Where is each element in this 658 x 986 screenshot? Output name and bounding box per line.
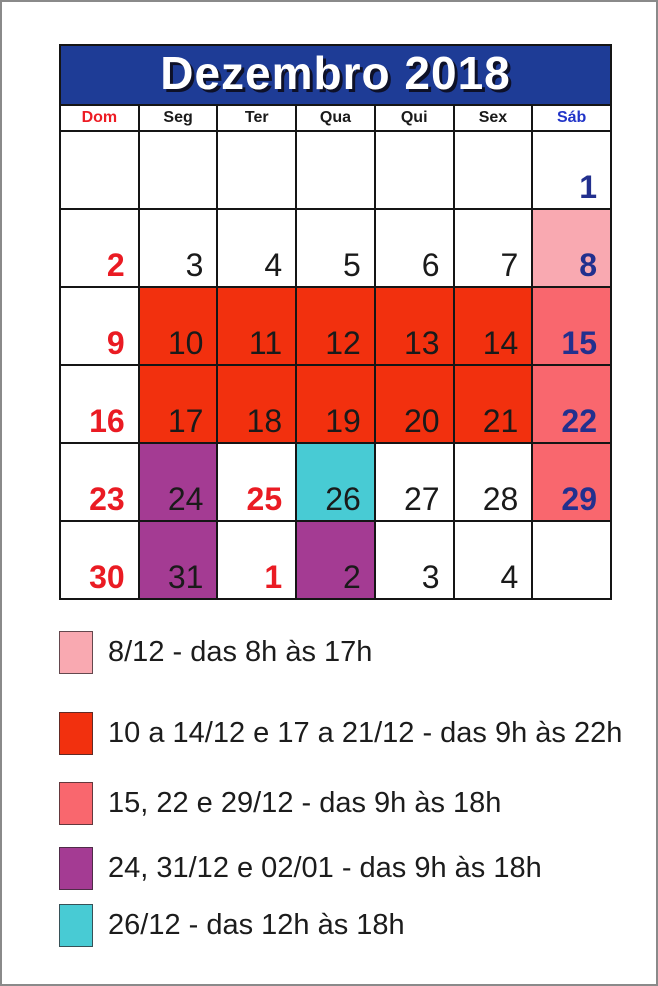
legend-label-red: 10 a 14/12 e 17 a 21/12 - das 9h às 22h [108,716,623,749]
day-cell-28-w5: 28 [455,444,532,520]
calendar [59,44,612,600]
calendar-banner [61,46,610,104]
day-cell-3-w2: 3 [140,210,217,286]
day-cell-empty-w1 [455,132,532,208]
day-cell-4-w6: 4 [455,522,532,598]
day-cell-1-w6: 1 [218,522,295,598]
day-cell-11-w3: 11 [218,288,295,364]
legend-item-salmon [59,782,639,825]
day-cell-1-w1: 1 [533,132,610,208]
day-cell-30-w6: 30 [61,522,138,598]
day-cell-2-w6: 2 [297,522,374,598]
legend-swatch-red [59,712,93,755]
weekday-header-qua: Qua [297,106,374,130]
legend-swatch-salmon [59,782,93,825]
weekday-header-ter: Ter [218,106,295,130]
legend-label-salmon: 15, 22 e 29/12 - das 9h às 18h [108,786,502,819]
day-cell-empty-w1 [140,132,217,208]
day-cell-23-w5: 23 [61,444,138,520]
legend-label-teal: 26/12 - das 12h às 18h [108,908,405,941]
day-cell-31-w6: 31 [140,522,217,598]
day-cell-10-w3: 10 [140,288,217,364]
day-cell-empty-w1 [297,132,374,208]
legend-item-purple [59,847,639,890]
legend-item-pink [59,631,639,674]
legend-label-pink: 8/12 - das 8h às 17h [108,635,373,668]
day-cell-21-w4: 21 [455,366,532,442]
day-cell-empty-w1 [376,132,453,208]
day-cell-15-w3: 15 [533,288,610,364]
weekday-header-dom: Dom [61,106,138,130]
day-cell-empty-w6 [533,522,610,598]
day-cell-20-w4: 20 [376,366,453,442]
calendar-title: Dezembro 2018 [160,47,511,99]
day-cell-5-w2: 5 [297,210,374,286]
weekday-header-sex: Sex [455,106,532,130]
weekday-header-seg: Seg [140,106,217,130]
day-cell-empty-w1 [218,132,295,208]
day-cell-27-w5: 27 [376,444,453,520]
day-cell-26-w5: 26 [297,444,374,520]
legend-item-teal [59,904,639,947]
day-cell-24-w5: 24 [140,444,217,520]
legend-swatch-pink [59,631,93,674]
day-cell-13-w3: 13 [376,288,453,364]
day-cell-4-w2: 4 [218,210,295,286]
day-cell-empty-w1 [61,132,138,208]
day-cell-12-w3: 12 [297,288,374,364]
legend-label-purple: 24, 31/12 e 02/01 - das 9h às 18h [108,851,542,884]
day-cell-6-w2: 6 [376,210,453,286]
day-cell-19-w4: 19 [297,366,374,442]
day-cell-22-w4: 22 [533,366,610,442]
weekday-header-sáb: Sáb [533,106,610,130]
day-cell-3-w6: 3 [376,522,453,598]
day-cell-17-w4: 17 [140,366,217,442]
day-cell-29-w5: 29 [533,444,610,520]
weekday-header-qui: Qui [376,106,453,130]
legend-swatch-teal [59,904,93,947]
legend [59,631,639,947]
day-cell-2-w2: 2 [61,210,138,286]
day-cell-18-w4: 18 [218,366,295,442]
day-cell-9-w3: 9 [61,288,138,364]
day-cell-16-w4: 16 [61,366,138,442]
day-cell-7-w2: 7 [455,210,532,286]
legend-item-red [59,712,639,755]
legend-swatch-purple [59,847,93,890]
day-cell-25-w5: 25 [218,444,295,520]
day-cell-14-w3: 14 [455,288,532,364]
day-cell-8-w2: 8 [533,210,610,286]
